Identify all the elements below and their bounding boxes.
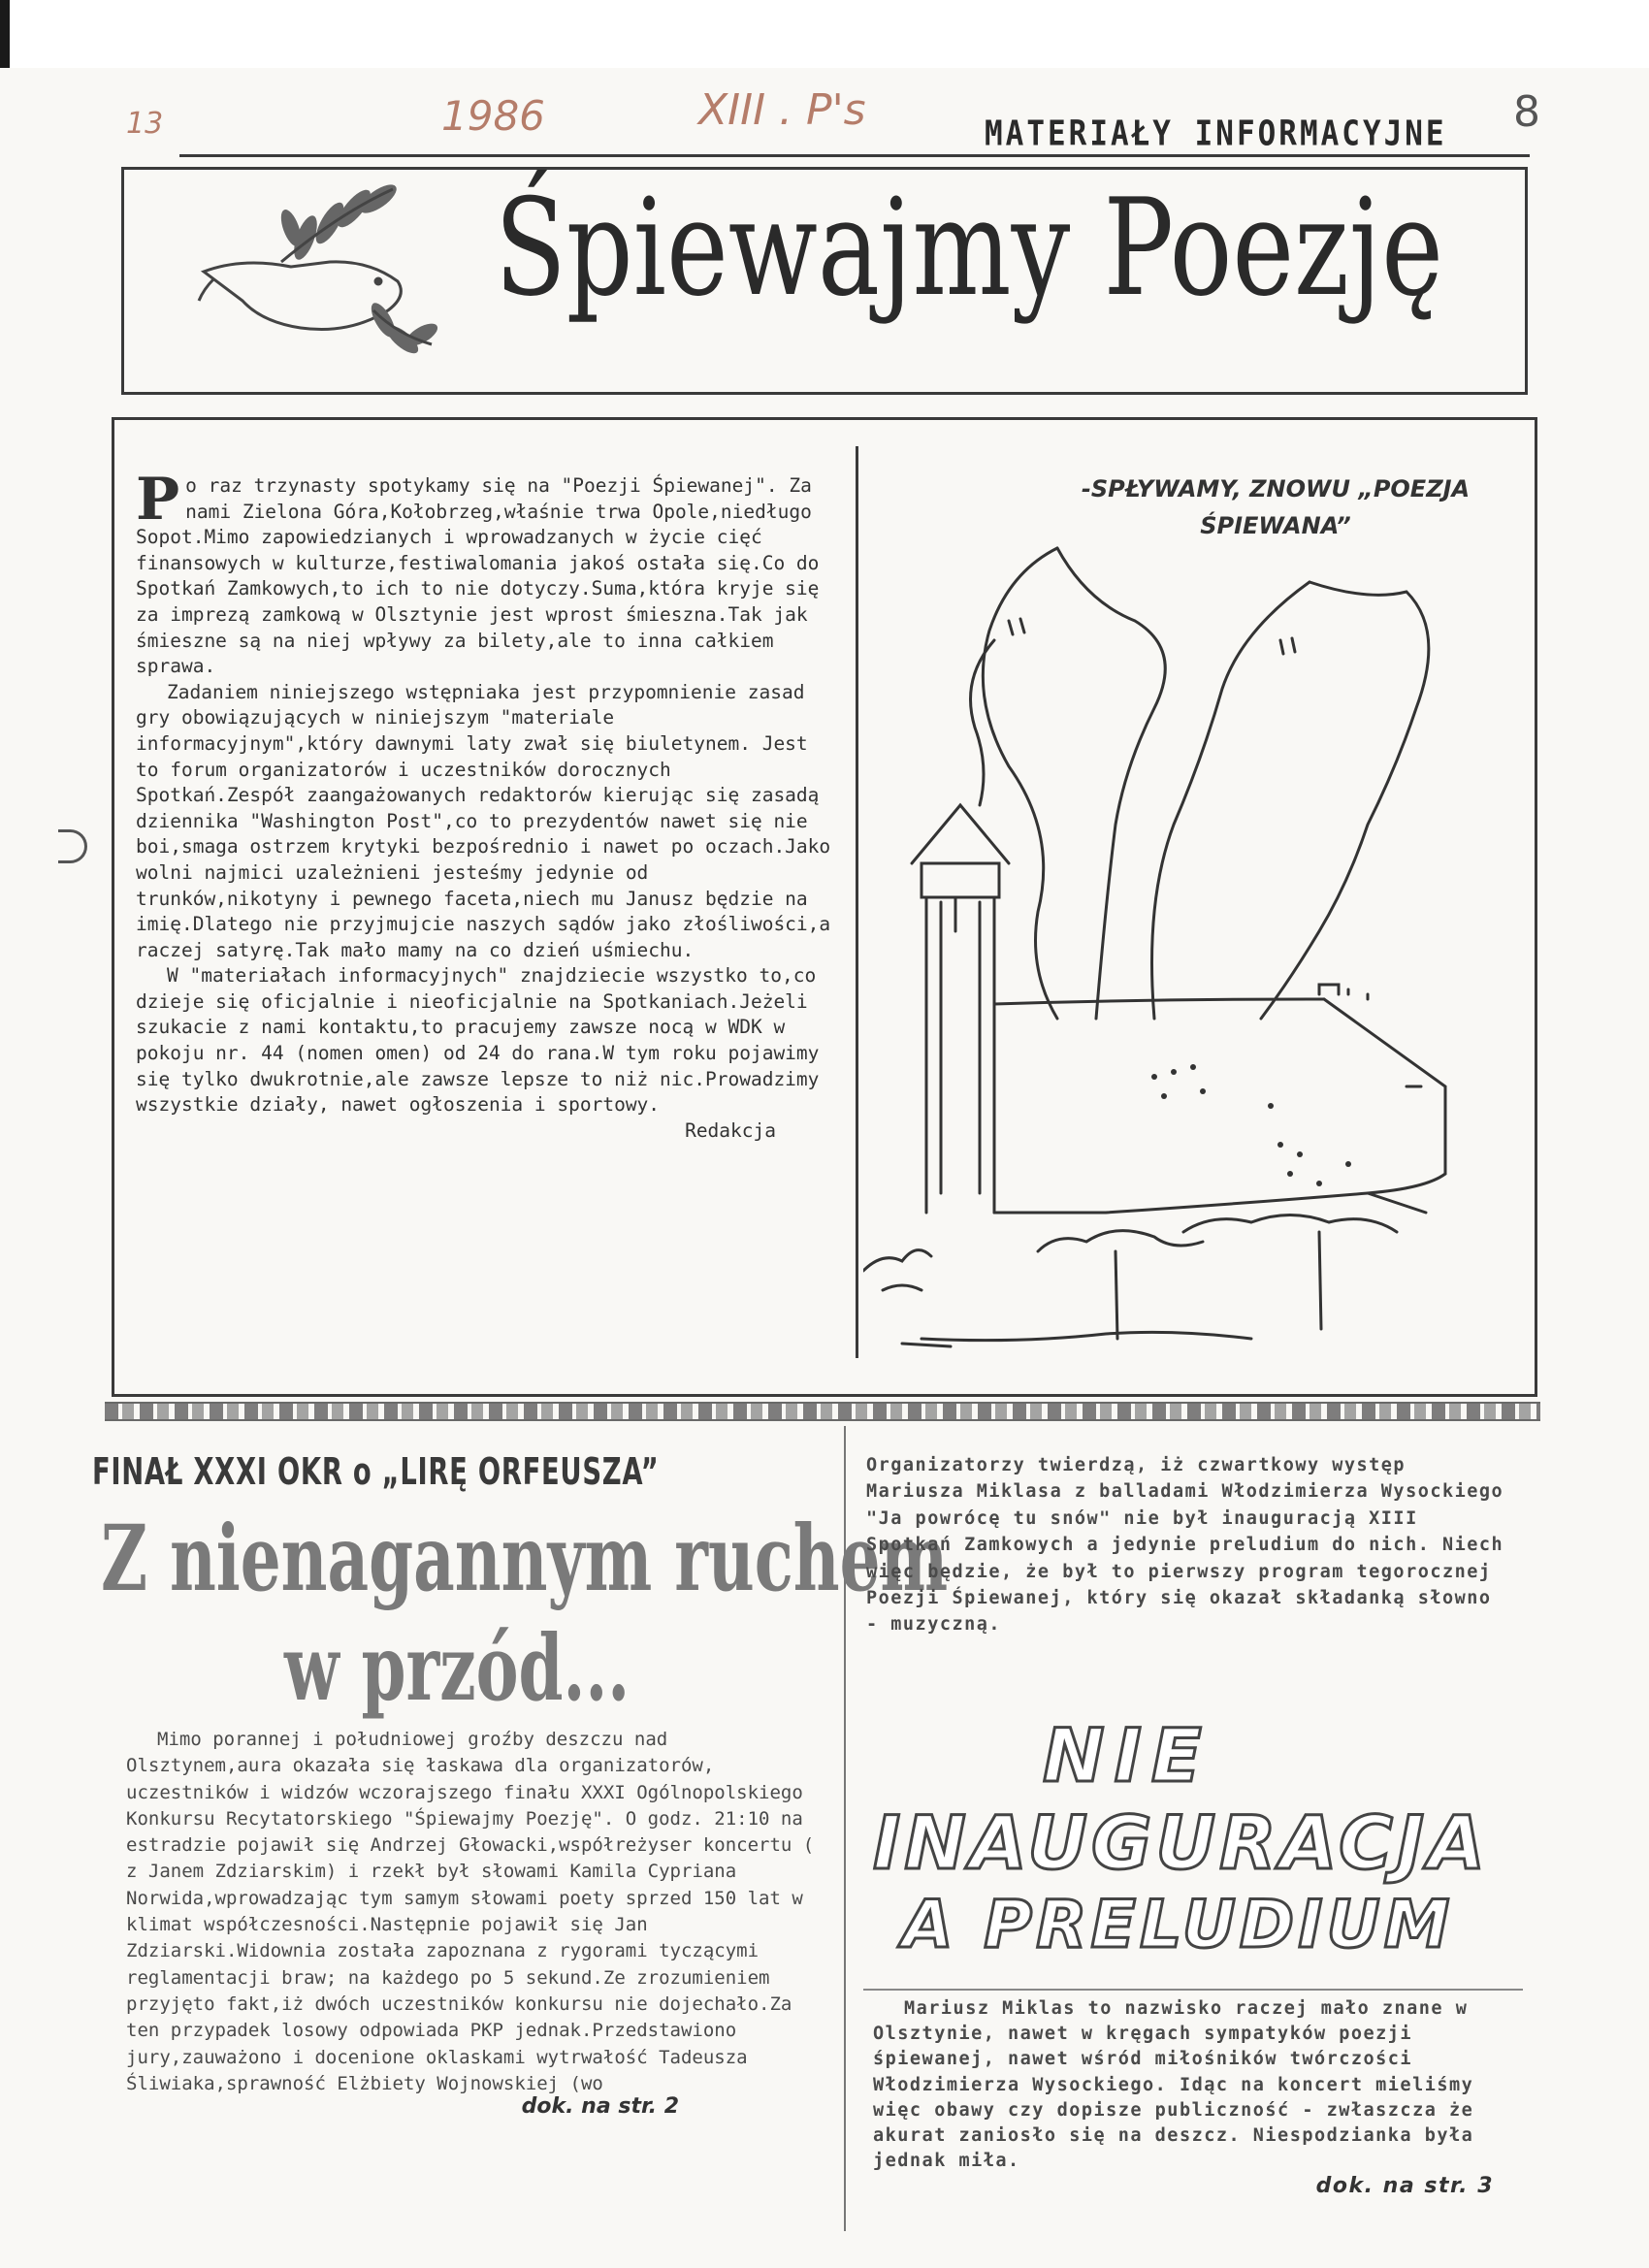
article-right-title-line2: INAUGURACJA bbox=[873, 1799, 1489, 1886]
editorial-column-divider bbox=[856, 446, 858, 1358]
scan-edge bbox=[0, 0, 10, 78]
editorial-paragraph-1: Po raz trzynasty spotykamy się na "Poezji Śpiewanej". Za nami Zielona Góra,Kołobrzeg,właśnie trwa Opole,niedługo Sopot.Mimo zapowiedzianych i wprowadzanych w życie cięć finansowych w kulturze,festiwalomania jakoś ostała się.Co do Spotkań Zamkowych,to ich to nie dotyczy.Suma,która kryje się za imprezą zamkową w Olsztynie jest wprost śmieszna.Tak jak śmieszne są na niej wpływy za bilety,ale to inna całkiem sprawa. bbox=[136, 466, 820, 678]
handwritten-page-number: 8 bbox=[1513, 87, 1540, 137]
editorial-signature: Redakcja bbox=[685, 1118, 776, 1142]
decorative-divider bbox=[105, 1402, 1540, 1421]
article-left-body bbox=[126, 1727, 824, 2121]
handwritten-code: XIII . P's bbox=[698, 85, 866, 135]
editorial-paragraph-3: W "materiałach informacyjnych" znajdziecie wszystko to,co dzieje się oficjalnie i nieoficjalnie na Spotkaniach.Jeżeli szukacie z nami kontaktu,to pracujemy zawsze nocą w WDK w pokoju nr. 44 (nomen omen) od 24 do rana.W tym roku pojawimy się tylko dwukrotnie,ale zawsze lepsze to niż nic.Prowadzimy wszystkie działy, nawet ogłoszenia i sportowy. bbox=[136, 964, 820, 1117]
article-right-title-line3: A PRELUDIUM bbox=[902, 1887, 1454, 1963]
article-headline-line2: w przód... bbox=[284, 1615, 630, 1722]
article-right-intro: Organizatorzy twierdzą, iż czwartkowy występ Mariusza Miklasa z balladami Włodzimierza Wysockiego "Ja powrócę tu snów" nie był inauguracją XIII Spotkań Zamkowych a jedynie preludium do nich. Niech więc będzie, że był to pierwszy program tegorocznej Poezji Śpiewanej, który się okazał składanką słowno - muzyczną. bbox=[866, 1455, 1504, 1636]
article-right-body bbox=[873, 1996, 1513, 2201]
masthead-rule bbox=[179, 154, 1530, 157]
article-left-paragraph: Mimo porannej i południowej groźby deszczu nad Olsztynem,aura okazała się łaskawa dla organizatorów, uczestników i widzów wczorajszego finału XXXI Ogólnopolskiego Konkursu Recytatorskiego "Śpiewajmy Poezję". O godz. 21:10 na estradzie pojawił się Andrzej Głowacki,współreżyser koncertu ( z Janem Zdziarskim) i rzekł był słowami Kamila Cypriana Norwida,wprowadzając tym samym słowami poety sprzed 150 lat w klimat współczesności.Następnie pojawił się Jan Zdziarski.Widownia została zapoznana z rygorami tyczącymi reglamentacji braw; na każdego po 5 sekund.Ze zrozumieniem przyjęto fakt,iż dwóch uczestników konkursu nie dojechało.Za ten przypadek losowy odpowiada PKP jednak.Przedstawiono jury,zauważono i docenione oklaskami wytrwałość Tadeusza Śliwiaka,sprawność Elżbiety Wojnowskiej (wo bbox=[126, 1729, 815, 2094]
article-kicker: FINAŁ XXXI OKR o „LIRĘ ORFEUSZA” bbox=[92, 1450, 660, 1493]
handwritten-corner-number: 13 bbox=[126, 107, 164, 141]
masthead-title: Śpiewajmy Poezję bbox=[495, 170, 1443, 326]
cartoon-caption: -SPŁYWAMY, ZNOWU „POEZJA ŚPIEWANA” bbox=[1081, 475, 1471, 539]
article-right-title-line1: NIE bbox=[1043, 1712, 1212, 1798]
castle-ghosts-cartoon bbox=[863, 514, 1533, 1377]
article-right-paragraph: Mariusz Miklas to nazwisko raczej mało znane w Olsztynie, nawet w kręgach sympatyków poezji śpiewanej, nawet wśród miłośników twórczości Włodzimierza Wysockiego. Idąc na koncert mieliśmy więc obawy czy dopisze publiczność - zwłaszcza że akurat zaniosło się na deszcz. Niespodzianka była jednak miła. bbox=[873, 1998, 1474, 2172]
article-right-rule bbox=[863, 1989, 1523, 1991]
handwritten-year: 1986 bbox=[441, 92, 545, 140]
dove-with-olive-branch-icon bbox=[184, 165, 475, 369]
editorial-paragraph-2: Zadaniem niniejszego wstępniaka jest przypomnienie zasad gry obowiązujących w niniejszym "materiale informacyjnym",który dawnymi laty zwał się biuletynem. Jest to forum organizatorów i uczestników dorocznych Spotkań.Zespół zaangażowanych redaktorów kierując się zasadą dziennika "Washington Post",co to prezydentów nawet się nie boi,smaga ostrzem krytyki bezpośrednio i nawet po oczach.Jako wolni najmici uzależnieni jesteśmy jedynie od trunków,nikotyny i pewnego faceta,niech mu Janusz będzie na imię.Dlatego nie przyjmujcie naszych sądów jako złośliwości,a raczej satyrę.Tak mało mamy na co dzień uśmiechu. bbox=[136, 680, 831, 961]
article-headline-line1: Z nienagannym ruchem bbox=[101, 1506, 949, 1612]
article-left-continued: dok. na str. 2 bbox=[521, 2094, 679, 2120]
article-right-continued: dok. na str. 3 bbox=[1315, 2174, 1494, 2199]
masthead-banner: MATERIAŁY INFORMACYJNE bbox=[985, 113, 1447, 154]
editorial-text bbox=[136, 466, 834, 1144]
editorial-dropcap: P bbox=[136, 466, 180, 534]
